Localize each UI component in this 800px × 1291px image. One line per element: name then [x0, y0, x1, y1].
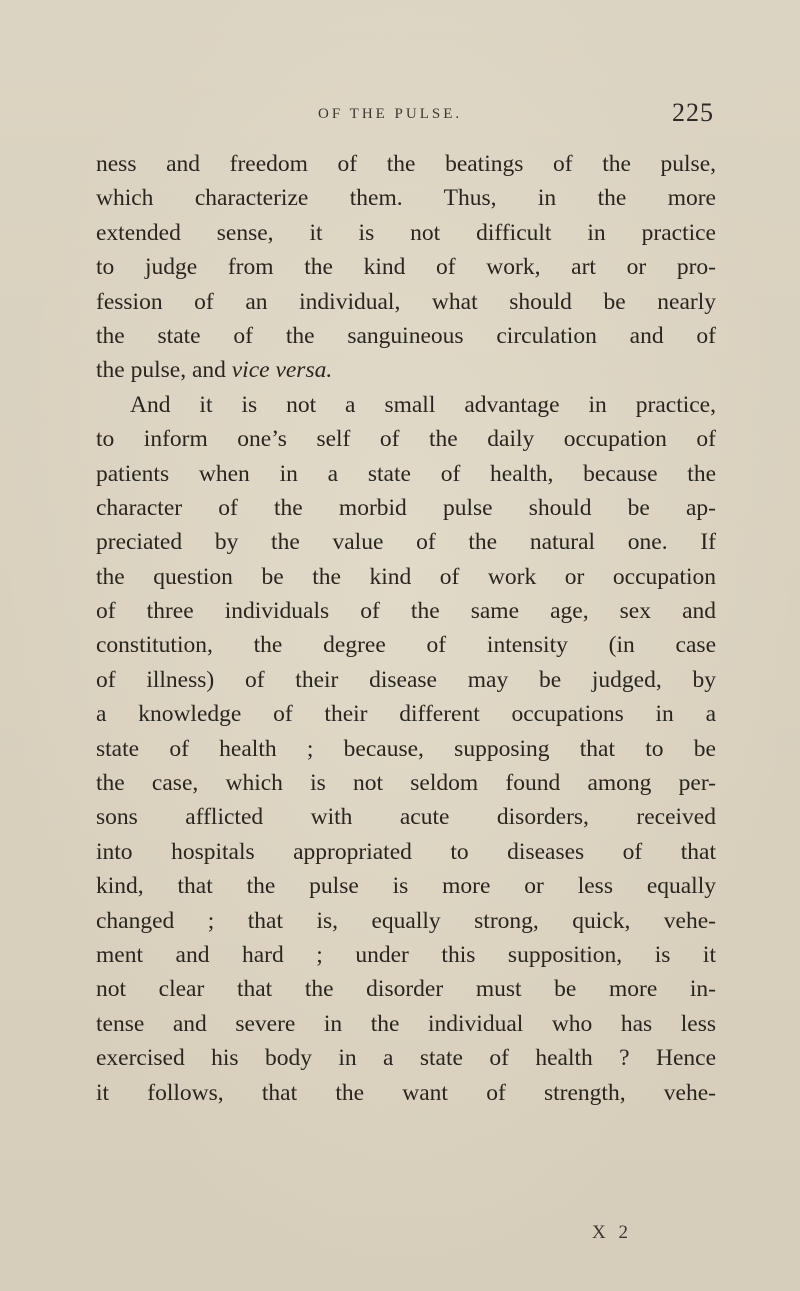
- text-line: [96, 353, 716, 387]
- text-line: patients when in a state of health, because the: [96, 460, 716, 487]
- text-line: preciated by the value of the natural one. If: [96, 529, 716, 556]
- italic-phrase: vice versa.: [231, 357, 333, 384]
- body-text: [96, 147, 716, 1110]
- text-line: kind, that the pulse is more or less equally: [96, 873, 716, 900]
- text-line: fession of an individual, what should be nearly: [96, 288, 716, 315]
- page-number: 225: [672, 98, 714, 127]
- text-line: extended sense, it is not difficult in practice: [96, 219, 716, 246]
- text-line: it follows, that the want of strength, vehe-: [96, 1079, 716, 1106]
- text-line: into hospitals appropriated to diseases of that: [96, 838, 716, 865]
- text-line: constitution, the degree of intensity (in case: [96, 632, 716, 659]
- text-line: And it is not a small advantage in practice,: [130, 391, 716, 418]
- text-line: ness and freedom of the beatings of the pulse,: [96, 151, 716, 177]
- text-line: changed ; that is, equally strong, quick, vehe-: [96, 907, 716, 934]
- text-line: tense and severe in the individual who has less: [96, 1010, 716, 1037]
- text-line: which characterize them. Thus, in the more: [96, 185, 716, 212]
- text-line: a knowledge of their different occupations in a: [96, 701, 716, 728]
- signature-mark: X 2: [592, 1222, 632, 1243]
- text-line: ment and hard ; under this supposition, is it: [96, 941, 716, 968]
- running-title: OF THE PULSE.: [318, 106, 463, 122]
- running-head: [96, 98, 716, 138]
- text-line: the state of the sanguineous circulation and of: [96, 322, 716, 349]
- text-line: the case, which is not seldom found among per-: [96, 770, 716, 797]
- text-line: to inform one’s self of the daily occupation of: [96, 426, 716, 453]
- text-fragment: the pulse, and: [96, 357, 232, 384]
- text-line: sons afflicted with acute disorders, received: [96, 804, 716, 831]
- text-line: character of the morbid pulse should be ap-: [96, 494, 716, 521]
- text-line: exercised his body in a state of health ? Hence: [96, 1045, 716, 1072]
- text-line: of three individuals of the same age, sex and: [96, 598, 716, 625]
- text-line: to judge from the kind of work, art or pro-: [96, 254, 716, 281]
- text-line: not clear that the disorder must be more in-: [96, 976, 716, 1003]
- text-line: the question be the kind of work or occupation: [96, 563, 716, 590]
- text-line: of illness) of their disease may be judged, by: [96, 666, 716, 693]
- text-line: state of health ; because, supposing that to be: [96, 735, 716, 762]
